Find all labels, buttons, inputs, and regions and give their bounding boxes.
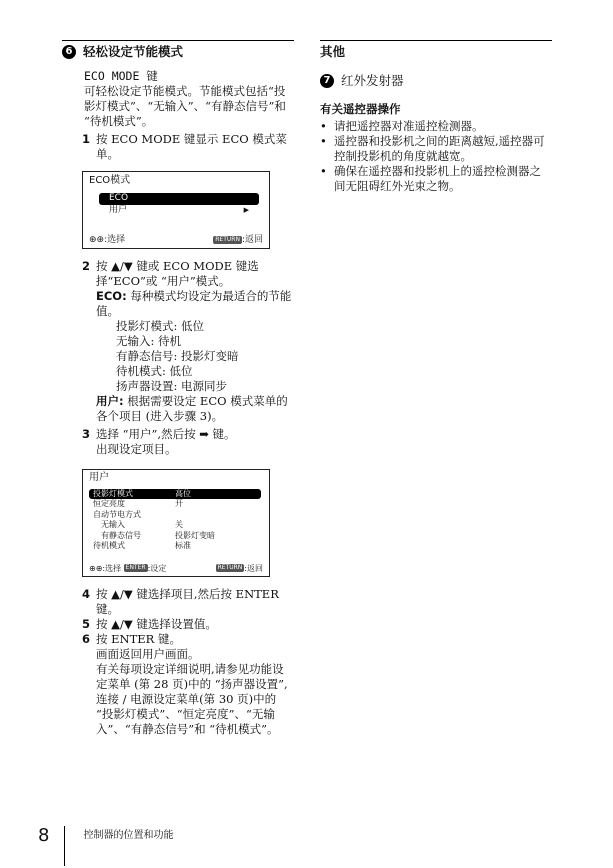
left-column <box>62 40 294 737</box>
step-text: 按 ▲/▼ 键或 ECO MODE 键选择“ECO”或 “用户”模式。 <box>96 259 259 288</box>
eco-description: 可轻松设定节能模式。节能模式包括“投影灯模式”、“无输入”、“有静态信号”和 “待机模式”。 <box>84 84 286 128</box>
right-header: 其他 <box>320 44 346 59</box>
step-6 <box>82 632 294 737</box>
section-number-badge: 6 <box>62 45 76 59</box>
step-text: 按 ENTER 键。 <box>96 632 181 646</box>
eco-text: 每种模式均设定为最适合的节能值。 <box>96 289 292 318</box>
user-text: 根据需要设定 ECO 模式菜单的各个项目 (进入步骤 3)。 <box>96 394 288 423</box>
menu-row-lamp-mode[interactable]: 投影灯模式 高位 <box>89 489 261 500</box>
bullet-icon: • <box>320 164 327 178</box>
menu-row-no-input[interactable]: 无输入 关 <box>101 520 183 529</box>
section-title: 红外发射器 <box>341 73 404 88</box>
menu-row-standby-mode[interactable]: 待机模式 标准 <box>93 541 191 550</box>
user-menu <box>82 469 270 577</box>
remote-notes-list <box>320 119 552 194</box>
step-detail: 有关每项设定详细说明,请参见功能设定菜单 (第 28 页)中的 “扬声器设置”,连接 / 电源设定菜单(第 30 页)中的 “投影灯模式”、“恒定亮度”、“无输入”、“有静态信号”和 “待机模式”。 <box>96 662 288 736</box>
step-number: 3 <box>82 427 91 441</box>
step-number: 2 <box>82 259 91 273</box>
menu-title: ECO模式 <box>89 175 131 186</box>
step-subtext: 出现设定项目。 <box>96 442 177 456</box>
eco-label: ECO: <box>96 289 127 303</box>
enter-key-icon: ENTER <box>125 564 146 571</box>
menu-row-static-signal[interactable]: 有静态信号 投影灯变暗 <box>101 530 215 540</box>
section-title: 轻松设定节能模式 <box>83 44 184 59</box>
step-number: 1 <box>82 132 91 146</box>
user-explanation <box>96 394 294 424</box>
return-hint: RETURN :返回 <box>215 235 263 245</box>
section-heading-eco <box>62 44 294 59</box>
eco-explanation <box>96 289 294 319</box>
eco-setting: 无输入: 待机 <box>116 334 182 348</box>
section-number-badge: 7 <box>320 74 334 88</box>
footer-divider <box>64 826 65 866</box>
eco-mode-menu <box>82 171 270 249</box>
step-text: 选择 “用户”,然后按 ➡ 键。 <box>96 427 236 441</box>
eco-setting: 投影灯模式: 低位 <box>116 319 205 333</box>
bullet-icon: • <box>320 134 327 148</box>
menu-title: 用户 <box>89 472 109 483</box>
eco-setting: 待机模式: 低位 <box>116 364 193 378</box>
step-5 <box>82 617 294 632</box>
menu-footer <box>83 562 269 577</box>
select-hint: ⊕⊕:选择 <box>89 235 126 245</box>
footer-text: 控制器的位置和功能 <box>83 830 174 841</box>
subsection-title: 有关遥控器操作 <box>320 102 401 116</box>
right-column <box>320 40 552 194</box>
step-2 <box>82 259 294 289</box>
submenu-arrow-icon: ▶ <box>243 206 249 214</box>
section-heading-ir <box>320 73 552 88</box>
eco-settings-list <box>116 319 294 394</box>
menu-footer <box>83 233 269 248</box>
step-4 <box>82 587 294 617</box>
step-1 <box>82 132 294 162</box>
menu-row-constant-brightness[interactable]: 恒定亮度 开 <box>93 499 183 508</box>
eco-setting: 有静态信号: 投影灯变暗 <box>116 349 239 363</box>
step-3 <box>82 427 294 457</box>
bullet-icon: • <box>320 119 327 133</box>
return-hint: RETURN :返回 <box>217 563 263 573</box>
menu-item-label: ECO <box>109 193 129 203</box>
step-number: 6 <box>82 632 91 646</box>
menu-item-user[interactable] <box>99 205 259 217</box>
page-number: 8 <box>38 825 50 846</box>
list-item: • 遥控器和投影机之间的距离越短,遥控器可控制投影机的角度就越宽。 <box>320 134 545 163</box>
enter-hint: :设定 <box>147 563 167 573</box>
step-text: 按 ▲/▼ 键选择项目,然后按 ENTER 键。 <box>96 587 279 616</box>
menu-item-eco[interactable] <box>99 193 259 205</box>
step-number: 5 <box>82 617 91 631</box>
list-item: • 请把遥控器对准遥控检测器。 <box>320 119 484 133</box>
step-number: 4 <box>82 587 91 601</box>
return-key-icon: RETURN <box>217 564 243 571</box>
return-key-icon: RETURN <box>215 235 240 243</box>
eco-key-title: ECO MODE 键 <box>84 69 158 83</box>
menu-item-label: 用户 <box>109 205 128 215</box>
step-text: 按 ECO MODE 键显示 ECO 模式菜单。 <box>96 132 287 161</box>
eco-setting: 扬声器设置: 电源同步 <box>116 379 228 393</box>
list-item: • 确保在遥控器和投影机上的遥控检测器之间无阻碍红外光束之物。 <box>320 164 541 193</box>
page-footer <box>38 825 174 846</box>
step-text: 按 ▲/▼ 键选择设置值。 <box>96 617 217 631</box>
user-label: 用户: <box>96 394 124 408</box>
menu-row-auto-power-save: 自动节电方式 <box>93 509 141 519</box>
step-subtext: 画面返回用户画面。 <box>96 647 200 661</box>
select-hint: ⊕⊕:选择 <box>89 563 122 573</box>
